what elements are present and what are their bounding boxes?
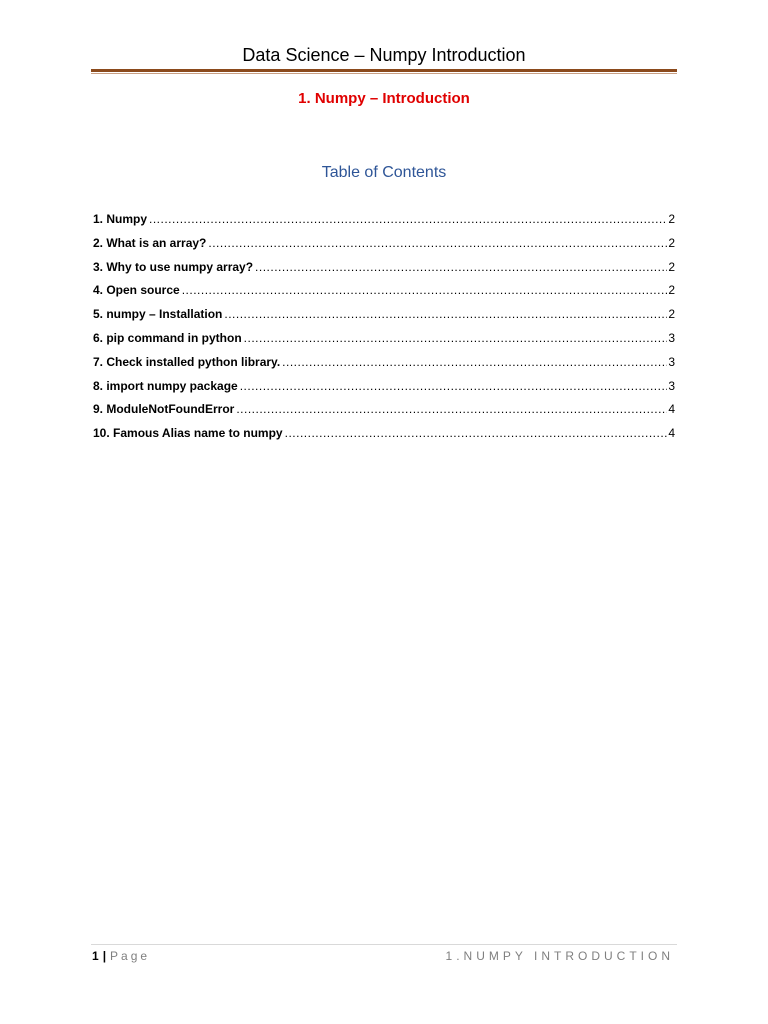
toc-entry-page: 2 (668, 212, 675, 226)
toc-entry-label: 3. Why to use numpy array? (93, 259, 254, 274)
toc-entry-what-is-array[interactable] (93, 232, 675, 256)
toc-entry-page: 4 (668, 402, 675, 417)
toc-entry-label: 5. numpy – Installation (93, 307, 223, 322)
toc-leader-dots (224, 303, 667, 327)
toc-entry-label: 8. import numpy package (93, 378, 238, 393)
footer-page-indicator (92, 948, 150, 964)
document-heading: 1. Numpy – Introduction (298, 90, 470, 107)
page-header-title: Data Science – Numpy Introduction (242, 45, 526, 65)
toc-entry-check-installed[interactable] (93, 351, 675, 375)
header-rule (91, 69, 677, 72)
toc-leader-dots (285, 422, 668, 446)
footer-page-word: Page (110, 949, 151, 963)
toc-leader-dots (236, 398, 667, 422)
toc-entry-page: 2 (668, 235, 675, 250)
toc-entry-label: 4. Open source (93, 283, 180, 298)
toc-entry-page: 2 (668, 307, 675, 322)
toc-leader-dots (244, 327, 668, 351)
toc-entry-label: 1. Numpy (93, 212, 148, 226)
toc-entry-page: 3 (668, 378, 675, 393)
toc-entry-label: 10. Famous Alias name to numpy (93, 426, 283, 441)
toc-entry-open-source[interactable] (93, 279, 675, 303)
toc-title: Table of Contents (321, 164, 447, 181)
footer-section-title: 1.NUMPY INTRODUCTION (445, 949, 674, 963)
toc-entry-label: 7. Check installed python library. (93, 354, 281, 369)
toc-entry-label: 6. pip command in python (93, 330, 242, 345)
toc-leader-dots (149, 208, 667, 232)
toc-entry-installation[interactable] (93, 303, 675, 327)
header-rule-thin (91, 73, 677, 74)
toc-entry-page: 2 (668, 283, 675, 298)
toc-leader-dots (255, 256, 667, 280)
table-of-contents (93, 208, 675, 446)
toc-entry-page: 3 (668, 354, 675, 369)
toc-leader-dots (282, 351, 667, 375)
toc-entry-page: 4 (668, 426, 675, 441)
toc-entry-numpy[interactable] (93, 208, 675, 232)
toc-entry-label: 2. What is an array? (93, 235, 207, 250)
toc-leader-dots (182, 279, 668, 303)
toc-entry-alias-name[interactable] (93, 422, 675, 446)
footer-separator: | (102, 949, 107, 963)
toc-entry-import-numpy[interactable] (93, 375, 675, 399)
toc-entry-module-not-found[interactable] (93, 398, 675, 422)
footer-rule (91, 944, 677, 945)
toc-entry-page: 2 (668, 259, 675, 274)
toc-entry-pip-command[interactable] (93, 327, 675, 351)
toc-leader-dots (208, 232, 667, 256)
toc-leader-dots (240, 375, 668, 399)
toc-entry-label: 9. ModuleNotFoundError (93, 402, 235, 417)
footer-page-number: 1 (92, 949, 99, 963)
toc-entry-why-numpy-array[interactable] (93, 256, 675, 280)
toc-entry-page: 3 (668, 330, 675, 345)
